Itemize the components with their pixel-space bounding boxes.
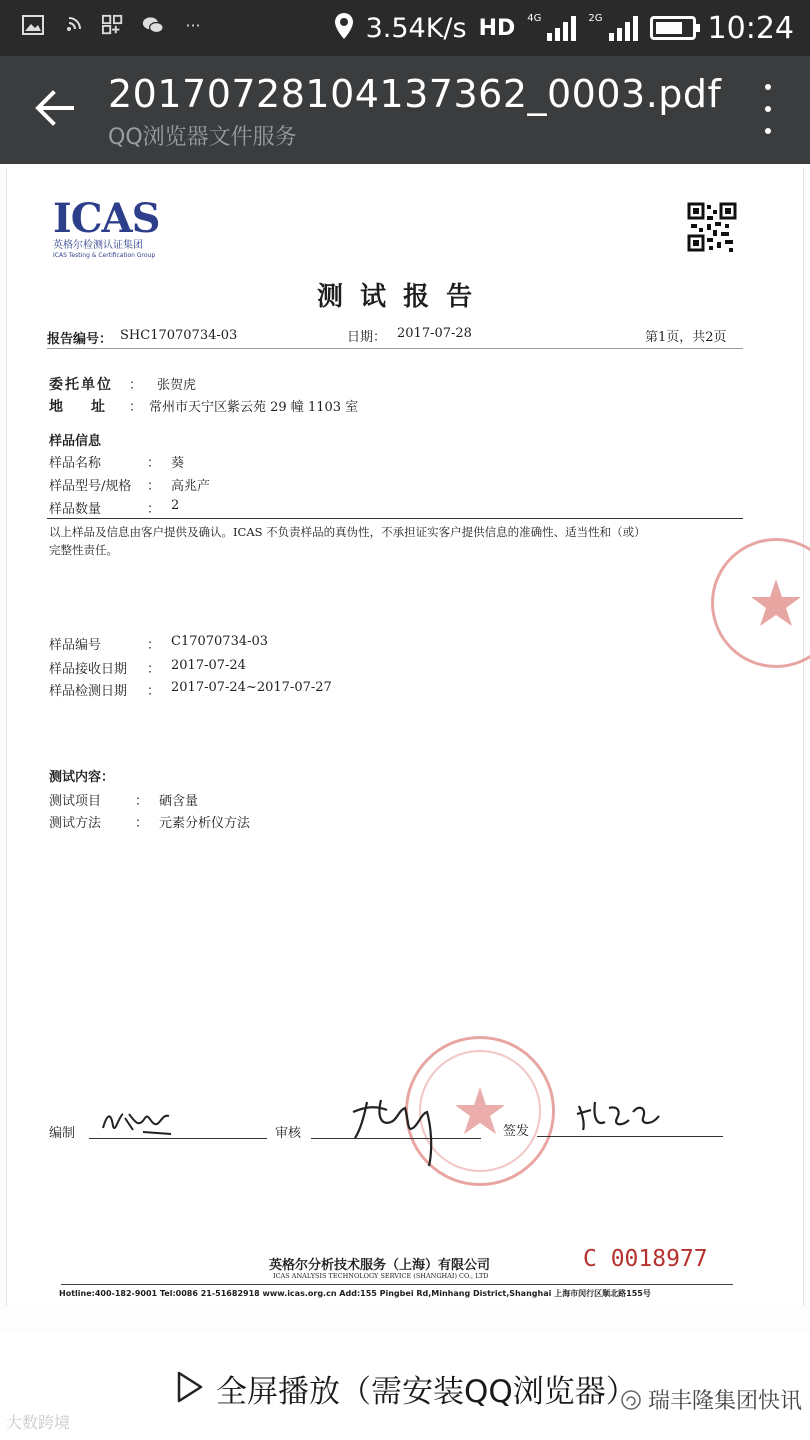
sample-model-colon: ： [147, 479, 161, 494]
address-label: 地 址 [49, 399, 105, 415]
network-speed: 3.54K/s [365, 12, 467, 44]
company-name-cn: 英格尔分析技术服务（上海）有限公司 [269, 1258, 491, 1273]
icas-logo: ICAS 英格尔检测认证集团 ICAS Testing & Certification Group [53, 195, 160, 259]
test-method-colon: ： [135, 816, 149, 831]
contact-line: Hotline:400-182-9001 Tel:0086 21-51682918 www.icas.org.cn Add:155 Pingbei Rd,Minhang District,Shanghai 上海市闵行区顺北路155号 [59, 1289, 651, 1298]
status-bar [0, 0, 810, 56]
apps-icon [102, 14, 124, 36]
report-no: SHC17070734-03 [120, 328, 238, 343]
more-options-button[interactable] [756, 84, 780, 134]
wifi-signal-icon [62, 14, 84, 36]
receive-date-colon: ： [147, 662, 161, 677]
more-notifications-icon: ··· [185, 15, 201, 35]
test-item-label: 测试项目 [49, 794, 102, 809]
report-title: 测 试 报 告 [317, 282, 477, 312]
document-subtitle: QQ浏览器文件服务 [108, 125, 297, 150]
play-icon [176, 1370, 204, 1404]
wechat-icon [142, 14, 164, 36]
signal-bars-icon [547, 15, 576, 41]
qr-code-icon [687, 202, 737, 254]
compile-label: 编制 [49, 1126, 76, 1141]
compile-line [89, 1138, 267, 1139]
test-date-label: 样品检测日期 [49, 684, 128, 699]
disclaimer-line-2: 完整性责任。 [49, 543, 118, 557]
date-label: 日期： [347, 330, 387, 345]
sample-name-value: 葵 [171, 456, 185, 471]
location-icon [334, 12, 354, 44]
watermark-right-label: 瑞丰隆集团快讯 [648, 1389, 803, 1414]
viewer-toolbar [0, 56, 810, 164]
sample-no-value: C17070734-03 [171, 634, 269, 649]
fullscreen-banner[interactable] [0, 1332, 810, 1440]
sample-divider [47, 518, 743, 519]
battery-icon [650, 16, 696, 40]
sample-no-colon: ： [147, 638, 161, 653]
compiler-signature [99, 1104, 179, 1138]
signal-bars-2-icon [609, 15, 638, 41]
company-seal-right [711, 538, 810, 668]
arrow-left-icon [34, 90, 74, 126]
company-name-en: ICAS ANALYSIS TECHNOLOGY SERVICE (SHANGHAI) CO., LTD [273, 1272, 489, 1280]
address-value: 常州市天宁区紫云苑 29 幢 1103 室 [149, 400, 359, 415]
sample-no-label: 样品编号 [49, 638, 102, 653]
footer-divider [61, 1284, 733, 1285]
clock: 10:24 [707, 10, 794, 46]
test-date-value: 2017-07-24~2017-07-27 [171, 680, 332, 695]
signal-tag-2: 2G [588, 12, 603, 24]
test-item-value: 硒含量 [159, 794, 199, 809]
issuer-signature [573, 1096, 663, 1136]
sample-model-label: 样品型号/规格 [49, 479, 132, 494]
test-content-heading: 测试内容： [49, 770, 115, 785]
sample-qty-label: 样品数量 [49, 502, 102, 517]
signal-tag-1: 4G [527, 12, 542, 24]
client-value: 张贺虎 [157, 378, 197, 393]
issue-line [537, 1136, 723, 1137]
client-colon: ： [129, 378, 143, 393]
sample-qty-value: 2 [171, 498, 180, 513]
page-info: 第1页，共2页 [645, 330, 727, 345]
report-no-label: 报告编号： [47, 332, 113, 347]
test-method-value: 元素分析仪方法 [159, 816, 251, 831]
address-colon: ： [129, 400, 143, 415]
pdf-viewer[interactable] [0, 164, 810, 1332]
back-button[interactable] [26, 80, 82, 136]
test-method-label: 测试方法 [49, 816, 102, 831]
sample-qty-colon: ： [147, 502, 161, 517]
sample-model-value: 高兆产 [171, 479, 211, 494]
sample-info-heading: 样品信息 [49, 434, 102, 449]
watermark-left: 大数跨境 [6, 1413, 71, 1432]
sample-name-label: 样品名称 [49, 456, 102, 471]
test-item-colon: ： [135, 794, 149, 809]
reviewer-signature [347, 1092, 447, 1172]
watermark-right [620, 1384, 802, 1415]
serial-number: C 0018977 [583, 1246, 708, 1272]
pdf-page [6, 168, 804, 1306]
client-label: 委托单位 [49, 377, 113, 393]
issue-label: 签发 [503, 1124, 530, 1139]
report-date: 2017-07-28 [397, 326, 472, 341]
receive-date-label: 样品接收日期 [49, 662, 128, 677]
disclaimer-line-1: 以上样品及信息由客户提供及确认。ICAS 不负责样品的真伪性，不承担证实客户提供信息的准确性、适当性和（或） [49, 525, 646, 539]
sample-name-colon: ： [147, 456, 161, 471]
header-divider [47, 348, 743, 349]
gallery-icon [22, 14, 44, 36]
hd-indicator: HD [478, 15, 516, 41]
fullscreen-play-label[interactable]: 全屏播放（需安装QQ浏览器） [216, 1374, 637, 1410]
review-label: 审核 [275, 1126, 302, 1141]
test-date-colon: ： [147, 684, 161, 699]
receive-date-value: 2017-07-24 [171, 658, 246, 673]
document-title: 20170728104137362_0003.pdf [108, 72, 722, 116]
wechat-official-icon [620, 1389, 642, 1411]
